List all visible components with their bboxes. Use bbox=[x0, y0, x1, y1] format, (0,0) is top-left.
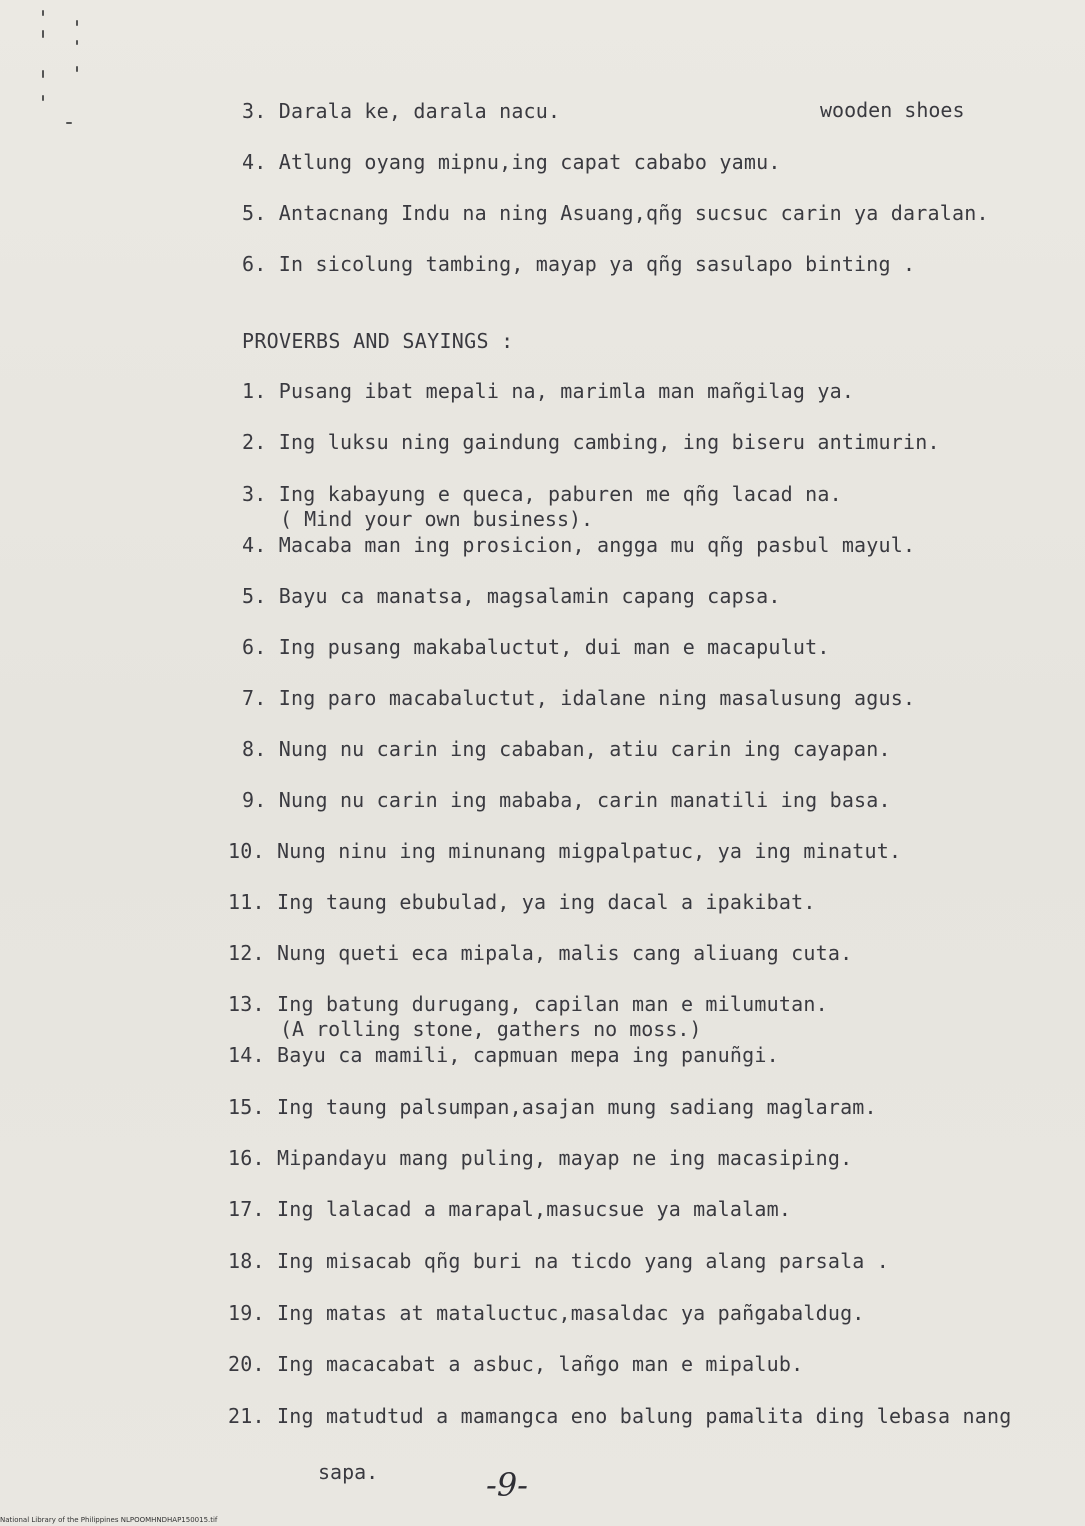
binding-holes bbox=[32, 0, 92, 140]
proverb-15 bbox=[228, 1095, 877, 1119]
proverb-number: 3. bbox=[242, 482, 267, 506]
proverb-1 bbox=[242, 379, 854, 403]
proverb-number: 1. bbox=[242, 379, 267, 403]
proverb-number: 17. bbox=[228, 1197, 265, 1221]
proverb-number: 6. bbox=[242, 635, 267, 659]
riddle-number: 4. bbox=[242, 150, 267, 174]
riddle-number: 3. bbox=[242, 99, 267, 123]
proverb-text: Bayu ca manatsa, magsalamin capang capsa. bbox=[278, 584, 781, 608]
proverb-11 bbox=[228, 890, 816, 914]
proverb-8 bbox=[242, 737, 891, 761]
proverb-text: Ing misacab qñg buri na ticdo yang alang parsala . bbox=[276, 1249, 890, 1273]
proverb-4 bbox=[242, 533, 915, 557]
proverb-10 bbox=[228, 839, 901, 863]
riddle-4 bbox=[242, 150, 781, 174]
proverb-number: 10. bbox=[228, 839, 265, 863]
proverb-text: Ing matas at mataluctuc,masaldac ya pañgabaldug. bbox=[276, 1301, 865, 1325]
proverb-text: Ing lalacad a marapal,masucsue ya malalam. bbox=[276, 1197, 792, 1221]
proverb-text: Ing matudtud a mamangca eno balung pamalita ding lebasa nang bbox=[276, 1404, 1012, 1428]
proverb-6 bbox=[242, 635, 830, 659]
proverb-text: Nung ninu ing minunang migpalpatuc, ya ing minatut. bbox=[276, 839, 902, 863]
riddle-text: Atlung oyang mipnu,ing capat cababo yamu. bbox=[278, 150, 781, 174]
proverb-13 bbox=[228, 992, 828, 1016]
riddle-number: 5. bbox=[242, 201, 267, 225]
proverb-2 bbox=[242, 430, 940, 454]
proverb-number: 19. bbox=[228, 1301, 265, 1325]
riddle-text: Antacnang Indu na ning Asuang,qñg sucsuc carin ya daralan. bbox=[278, 201, 989, 225]
proverb-14 bbox=[228, 1043, 779, 1067]
proverb-text: Ing taung ebubulad, ya ing dacal a ipakibat. bbox=[276, 890, 816, 914]
proverb-number: 5. bbox=[242, 584, 267, 608]
proverb-9 bbox=[242, 788, 891, 812]
proverb-number: 12. bbox=[228, 941, 265, 965]
proverb-number: 18. bbox=[228, 1249, 265, 1273]
riddle-answer: wooden shoes bbox=[820, 98, 965, 122]
riddle-text: In sicolung tambing, mayap ya qñg sasulapo binting . bbox=[278, 252, 916, 276]
proverb-12 bbox=[228, 941, 852, 965]
proverb-number: 4. bbox=[242, 533, 267, 557]
archive-footer: National Library of the Philippines NLPOOMHNDHAP150015.tif bbox=[0, 1516, 218, 1524]
proverb-text: Macaba man ing prosicion, angga mu qñg pasbul mayul. bbox=[278, 533, 916, 557]
riddle-6 bbox=[242, 252, 915, 276]
proverb-18 bbox=[228, 1249, 889, 1273]
proverb-number: 2. bbox=[242, 430, 267, 454]
proverb-text: Ing pusang makabaluctut, dui man e macapulut. bbox=[278, 635, 830, 659]
proverb-13-note: (A rolling stone, gathers no moss.) bbox=[280, 1017, 702, 1041]
proverb-number: 11. bbox=[228, 890, 265, 914]
proverb-number: 16. bbox=[228, 1146, 265, 1170]
proverb-21 bbox=[228, 1404, 1011, 1428]
riddle-number: 6. bbox=[242, 252, 267, 276]
proverb-20 bbox=[228, 1352, 803, 1376]
riddle-text: Darala ke, darala nacu. bbox=[278, 99, 561, 123]
riddle-3 bbox=[242, 99, 560, 123]
proverb-number: 14. bbox=[228, 1043, 265, 1067]
proverb-number: 9. bbox=[242, 788, 267, 812]
proverb-text: Ing taung palsumpan,asajan mung sadiang maglaram. bbox=[276, 1095, 877, 1119]
proverb-text: Nung queti eca mipala, malis cang aliuang cuta. bbox=[276, 941, 853, 965]
proverb-text: Ing paro macabaluctut, idalane ning masalusung agus. bbox=[278, 686, 916, 710]
proverb-19 bbox=[228, 1301, 865, 1325]
proverb-16 bbox=[228, 1146, 852, 1170]
proverb-number: 13. bbox=[228, 992, 265, 1016]
proverb-text: Mipandayu mang puling, mayap ne ing macasiping. bbox=[276, 1146, 853, 1170]
riddle-5 bbox=[242, 201, 989, 225]
page-number: -9- bbox=[486, 1466, 528, 1504]
proverb-5 bbox=[242, 584, 781, 608]
proverb-text: Ing batung durugang, capilan man e milumutan. bbox=[276, 992, 828, 1016]
proverb-3-note: ( Mind your own business). bbox=[280, 507, 594, 531]
proverb-number: 20. bbox=[228, 1352, 265, 1376]
proverb-3 bbox=[242, 482, 842, 506]
proverb-number: 21. bbox=[228, 1404, 265, 1428]
proverb-number: 15. bbox=[228, 1095, 265, 1119]
proverb-text: Ing macacabat a asbuc, lañgo man e mipalub. bbox=[276, 1352, 804, 1376]
proverb-text: Pusang ibat mepali na, marimla man mañgilag ya. bbox=[278, 379, 855, 403]
section-heading: PROVERBS AND SAYINGS : bbox=[242, 329, 514, 353]
proverb-text: Nung nu carin ing cababan, atiu carin ing cayapan. bbox=[278, 737, 891, 761]
proverb-21-continuation: sapa. bbox=[318, 1460, 379, 1484]
proverb-number: 7. bbox=[242, 686, 267, 710]
proverb-text: Nung nu carin ing mababa, carin manatili ing basa. bbox=[278, 788, 891, 812]
proverb-text: Bayu ca mamili, capmuan mepa ing panuñgi. bbox=[276, 1043, 779, 1067]
proverb-text: Ing kabayung e queca, paburen me qñg lacad na. bbox=[278, 482, 842, 506]
proverb-text: Ing luksu ning gaindung cambing, ing biseru antimurin. bbox=[278, 430, 940, 454]
proverb-number: 8. bbox=[242, 737, 267, 761]
proverb-7 bbox=[242, 686, 915, 710]
proverb-17 bbox=[228, 1197, 791, 1221]
